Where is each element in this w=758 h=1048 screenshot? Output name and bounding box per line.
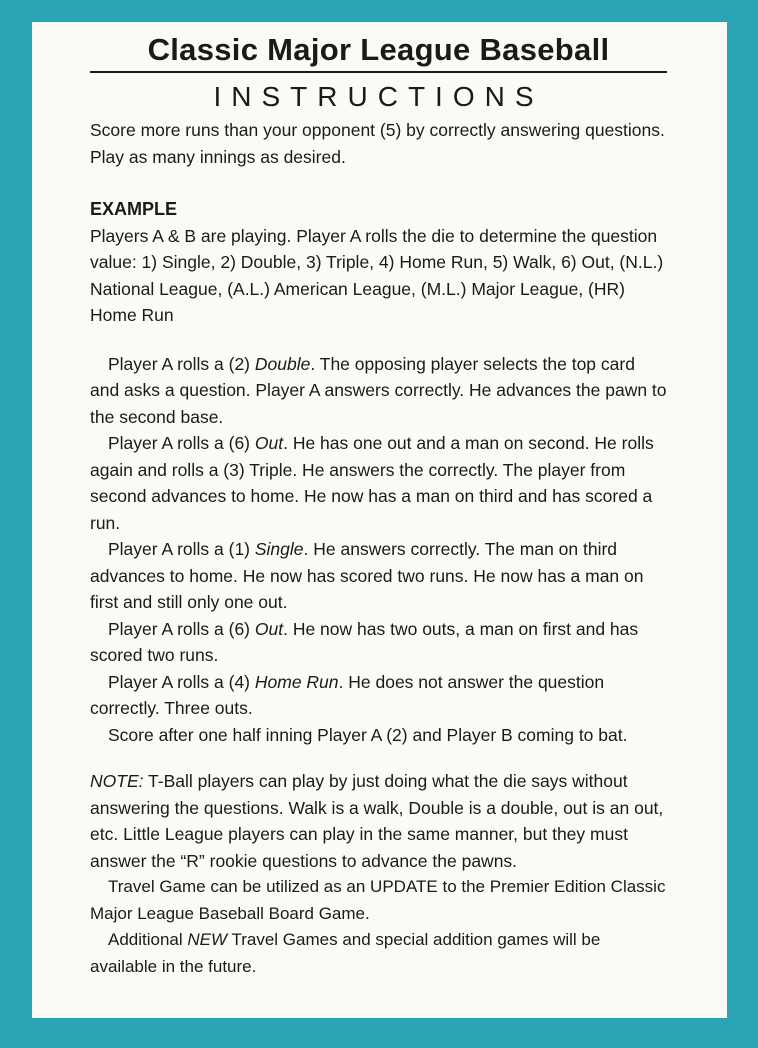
note-label: NOTE: <box>90 771 144 791</box>
additional-paragraph: Additional NEW Travel Games and special addition games will be available in the future. <box>90 930 601 976</box>
play-list <box>90 351 667 749</box>
play-paragraph: Player A rolls a (6) Out. He now has two outs, a man on first and has scored two runs. <box>90 618 639 665</box>
note-section <box>90 768 667 980</box>
score-paragraph: Score after one half inning Player A (2) and Player B coming to bat. <box>108 724 628 745</box>
example-setup: Players A & B are playing. Player A rolls the die to determine the question value: 1) Single, 2) Double, 3) Triple, 4) Home Run, 5) Walk, 6) Out, (N.L.) National League, (A.L.) American League, (M.L.) Major League, (HR) Home Run <box>90 225 664 325</box>
note-paragraph: NOTE: T-Ball players can play by just doing what the die says without answering the questions. Walk is a walk, Double is a double, out is an out, etc. Little League players can play in the same manner, but they must answer the “R” rookie questions to advance the pawns. <box>90 771 664 871</box>
play-paragraph: Player A rolls a (1) Single. He answers correctly. The man on third advances to home. He now has scored two runs. He now has a man on first and still only one out. <box>90 539 644 612</box>
play-paragraph: Player A rolls a (2) Double. The opposing player selects the top card and asks a question. Player A answers correctly. He advances the pawn to the second base. <box>90 353 667 427</box>
play-paragraph: Player A rolls a (4) Home Run. He does not answer the question correctly. Three outs. <box>90 671 605 718</box>
card-title: Classic Major League Baseball <box>90 32 667 73</box>
play-paragraph: Player A rolls a (6) Out. He has one out and a man on second. He rolls again and rolls a (3) Triple. He answers the correctly. The player from second advances to home. He now has a man on third and has scored a run. <box>90 433 654 533</box>
example-heading: EXAMPLE <box>90 199 178 219</box>
travel-paragraph: Travel Game can be utilized as an UPDATE to the Premier Edition Classic Major League Baseball Board Game. <box>90 877 666 923</box>
instruction-panel <box>32 22 727 1018</box>
intro-paragraph: Score more runs than your opponent (5) by correctly answering questions. Play as many innings as desired. <box>90 120 665 167</box>
instructions-heading: INSTRUCTIONS <box>213 81 544 112</box>
